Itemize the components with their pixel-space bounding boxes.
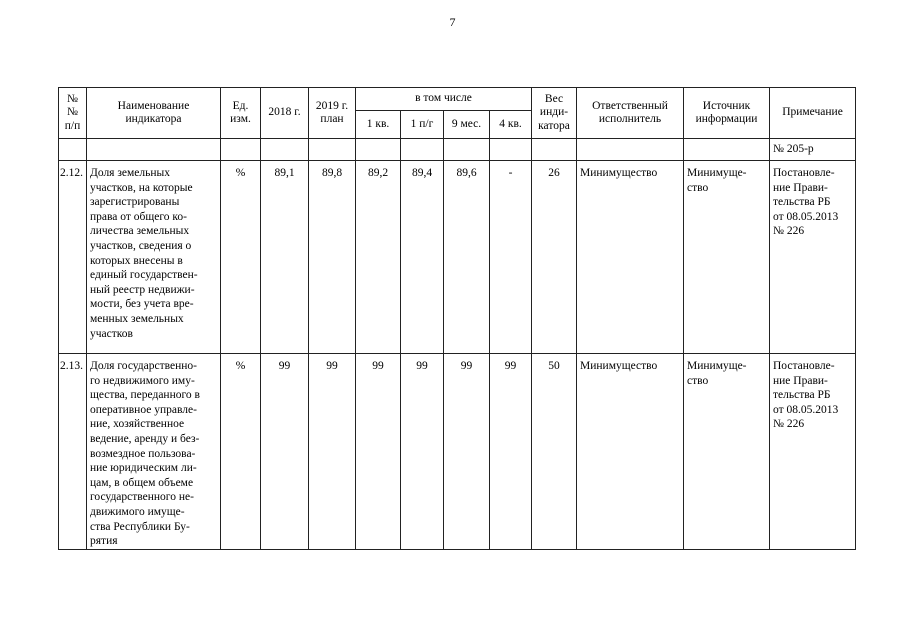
row-h1: 89,4 (401, 161, 444, 354)
header-note: Примечание (770, 88, 856, 139)
header-including: в том числе (356, 88, 532, 111)
header-2019-plan: 2019 г. план (309, 88, 356, 139)
row-executor: Минимущество (577, 161, 684, 354)
row-q1: 89,2 (356, 161, 401, 354)
row-num: 2.12. (59, 161, 87, 354)
row-num: 2.13. (59, 354, 87, 550)
row-indicator-name: Доля государственно- го недвижимого иму- щества, переданного в оперативное управле- ние, хозяйственное ведение, аренду и без- возмездное пользова- ние юридическим ли- цам, в общем объеме государственного не- движимого имуще- ства Республики Бу- рятия (87, 354, 221, 550)
header-name: Наименование индикатора (87, 88, 221, 139)
header-source: Источник информации (684, 88, 770, 139)
row-source: Минимуще- ство (684, 161, 770, 354)
row-9m: 89,6 (444, 161, 490, 354)
row-weight: 50 (532, 354, 577, 550)
indicators-table (58, 87, 856, 550)
row-2019-plan: 99 (309, 354, 356, 550)
row-2018: 89,1 (261, 161, 309, 354)
row-note: Постановле- ние Прави- тельства РБ от 08.05.2013 № 226 (770, 161, 856, 354)
header-unit: Ед. изм. (221, 88, 261, 139)
row-indicator-name: Доля земельных участков, на которые зарегистрированы права от общего ко- личества земельных участков, сведения о которых внесены в единый государствен- ный реестр недвижи- мости, без учета вре- менных земельных участков (87, 161, 221, 354)
row-q1: 99 (356, 354, 401, 550)
row-q4: 99 (490, 354, 532, 550)
continuation-row (59, 139, 856, 161)
row-2018: 99 (261, 354, 309, 550)
row-executor: Минимущество (577, 354, 684, 550)
row-note: Постановле- ние Прави- тельства РБ от 08.05.2013 № 226 (770, 354, 856, 550)
header-executor: Ответственный исполнитель (577, 88, 684, 139)
table-header (59, 88, 856, 139)
row-2019-plan: 89,8 (309, 161, 356, 354)
header-9m: 9 мес. (444, 111, 490, 139)
table-row (59, 161, 856, 354)
header-h1: 1 п/г (401, 111, 444, 139)
row-unit: % (221, 354, 261, 550)
row-h1: 99 (401, 354, 444, 550)
header-2018: 2018 г. (261, 88, 309, 139)
page-number: 7 (449, 15, 456, 29)
row-q4: - (490, 161, 532, 354)
row-unit: % (221, 161, 261, 354)
header-weight: Вес инди- катора (532, 88, 577, 139)
header-q1: 1 кв. (356, 111, 401, 139)
row-9m: 99 (444, 354, 490, 550)
continuation-note: № 205-р (770, 139, 856, 161)
table-row (59, 354, 856, 550)
header-num: № № п/п (59, 88, 87, 139)
row-weight: 26 (532, 161, 577, 354)
row-source: Минимуще- ство (684, 354, 770, 550)
header-q4: 4 кв. (490, 111, 532, 139)
